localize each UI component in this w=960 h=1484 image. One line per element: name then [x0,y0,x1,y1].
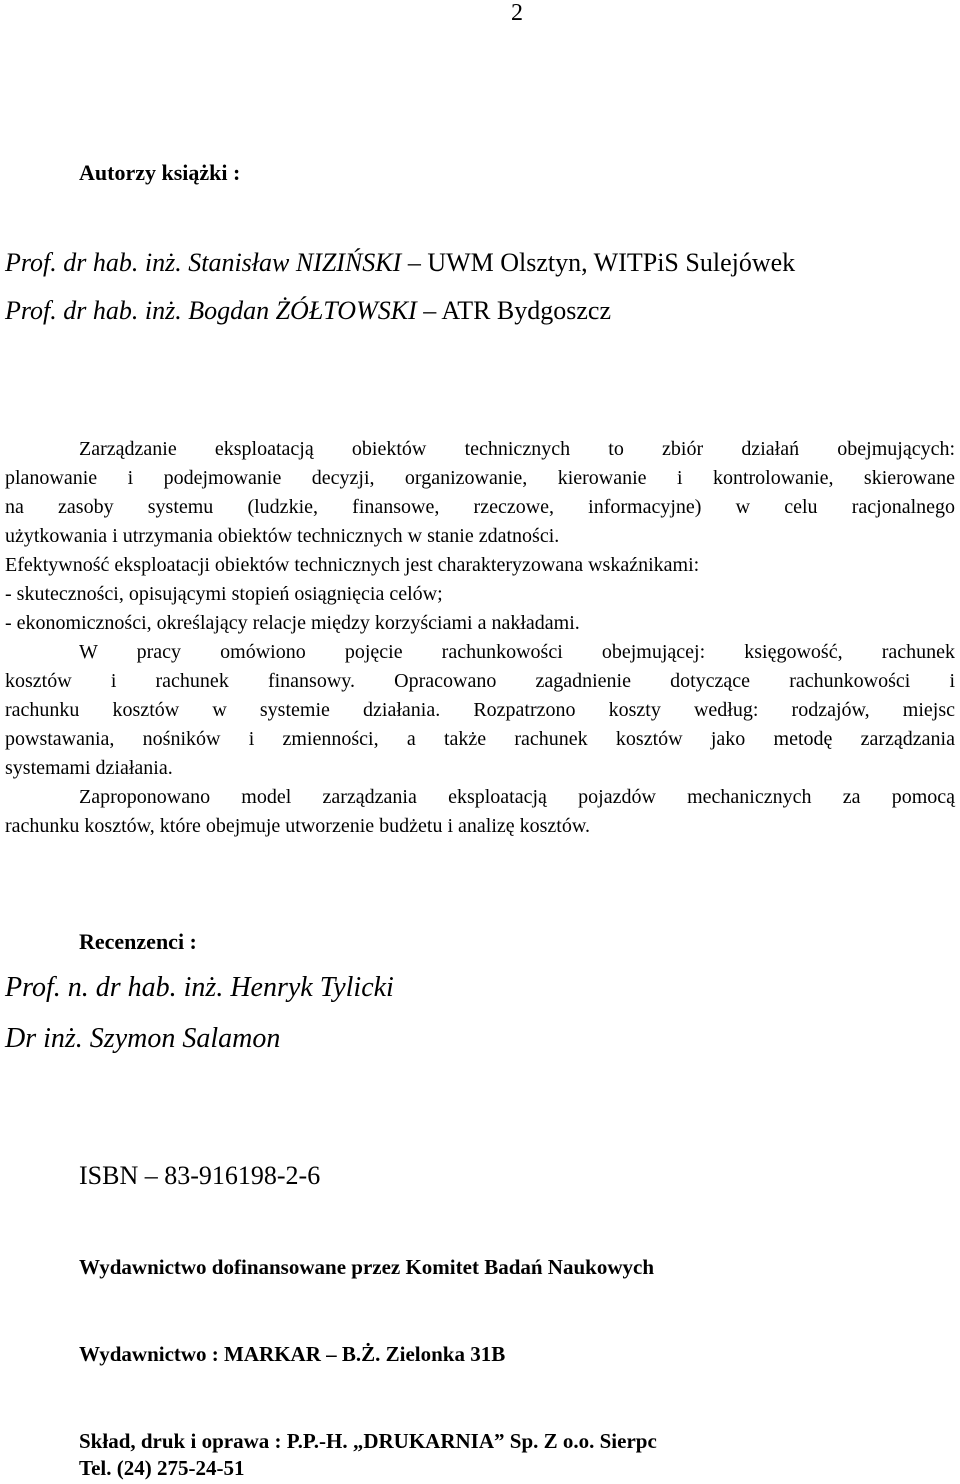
reviewer-1: Prof. n. dr hab. inż. Henryk Tylicki [5,972,394,1003]
isbn: ISBN – 83-916198-2-6 [79,1161,321,1190]
author-line-2 [5,296,611,326]
abstract-p1-line: na zasoby systemu (ludzkie, finansowe, rzeczowe, informacyjne) w celu racjonalnego [5,496,955,518]
author-2-name: Prof. dr hab. inż. Bogdan ŻÓŁTOWSKI [5,296,417,325]
abstract-p1-line: użytkowania i utrzymania obiektów technicznych w stanie zdatności. [5,525,560,547]
publisher: Wydawnictwo : MARKAR – B.Ż. Zielonka 31B [79,1342,506,1366]
abstract-p3-line: rachunku kosztów w systemie działania. Rozpatrzono koszty według: rodzajów, miejsc [5,699,955,721]
author-1-dash: – [407,248,421,277]
author-2-affiliation: ATR Bydgoszcz [441,296,612,325]
abstract-p3-line: powstawania, nośników i zmienności, a także rachunek kosztów jako metodę zarządzania [5,728,955,750]
abstract-p2-line: - skuteczności, opisującymi stopień osiągnięcia celów; [5,583,443,605]
abstract-p1-line: planowanie i podejmowanie decyzji, organizowanie, kierowanie i kontrolowanie, skierowane [5,467,955,489]
author-2-dash: – [423,296,437,325]
abstract-p1-line: Zarządzanie eksploatacją obiektów technicznych to zbiór działań obejmujących: [79,438,955,460]
phone: Tel. (24) 275-24-51 [79,1456,245,1480]
authors-heading: Autorzy książki : [79,160,241,185]
author-1-affiliation: UWM Olsztyn, WITPiS Sulejówek [427,248,796,277]
author-1-name: Prof. dr hab. inż. Stanisław NIZIŃSKI [5,248,402,277]
abstract-p3-line: kosztów i rachunek finansowy. Opracowano zagadnienie dotyczące rachunkowości i [5,670,955,692]
abstract-p4-line: rachunku kosztów, które obejmuje utworzenie budżetu i analizę kosztów. [5,815,590,837]
page-number: 2 [511,0,523,26]
abstract-p2-line: Efektywność eksploatacji obiektów technicznych jest charakteryzowana wskaźnikami: [5,554,700,576]
abstract-p2-line: - ekonomiczności, określający relacje między korzyściami a nakładami. [5,612,580,634]
abstract-p3-line: W pracy omówiono pojęcie rachunkowości obejmującej: księgowość, rachunek [79,641,955,663]
abstract-p3-line: systemami działania. [5,757,173,779]
reviewers-heading: Recenzenci : [79,929,197,954]
abstract [5,435,955,841]
author-line-1 [5,248,795,278]
funding-note: Wydawnictwo dofinansowane przez Komitet Badań Naukowych [79,1255,654,1279]
printing-info: Skład, druk i oprawa : P.P.-H. „DRUKARNIA” Sp. Z o.o. Sierpc [79,1429,657,1453]
abstract-p4-line: Zaproponowano model zarządzania eksploatacją pojazdów mechanicznych za pomocą [79,786,955,808]
reviewer-2: Dr inż. Szymon Salamon [5,1023,281,1054]
